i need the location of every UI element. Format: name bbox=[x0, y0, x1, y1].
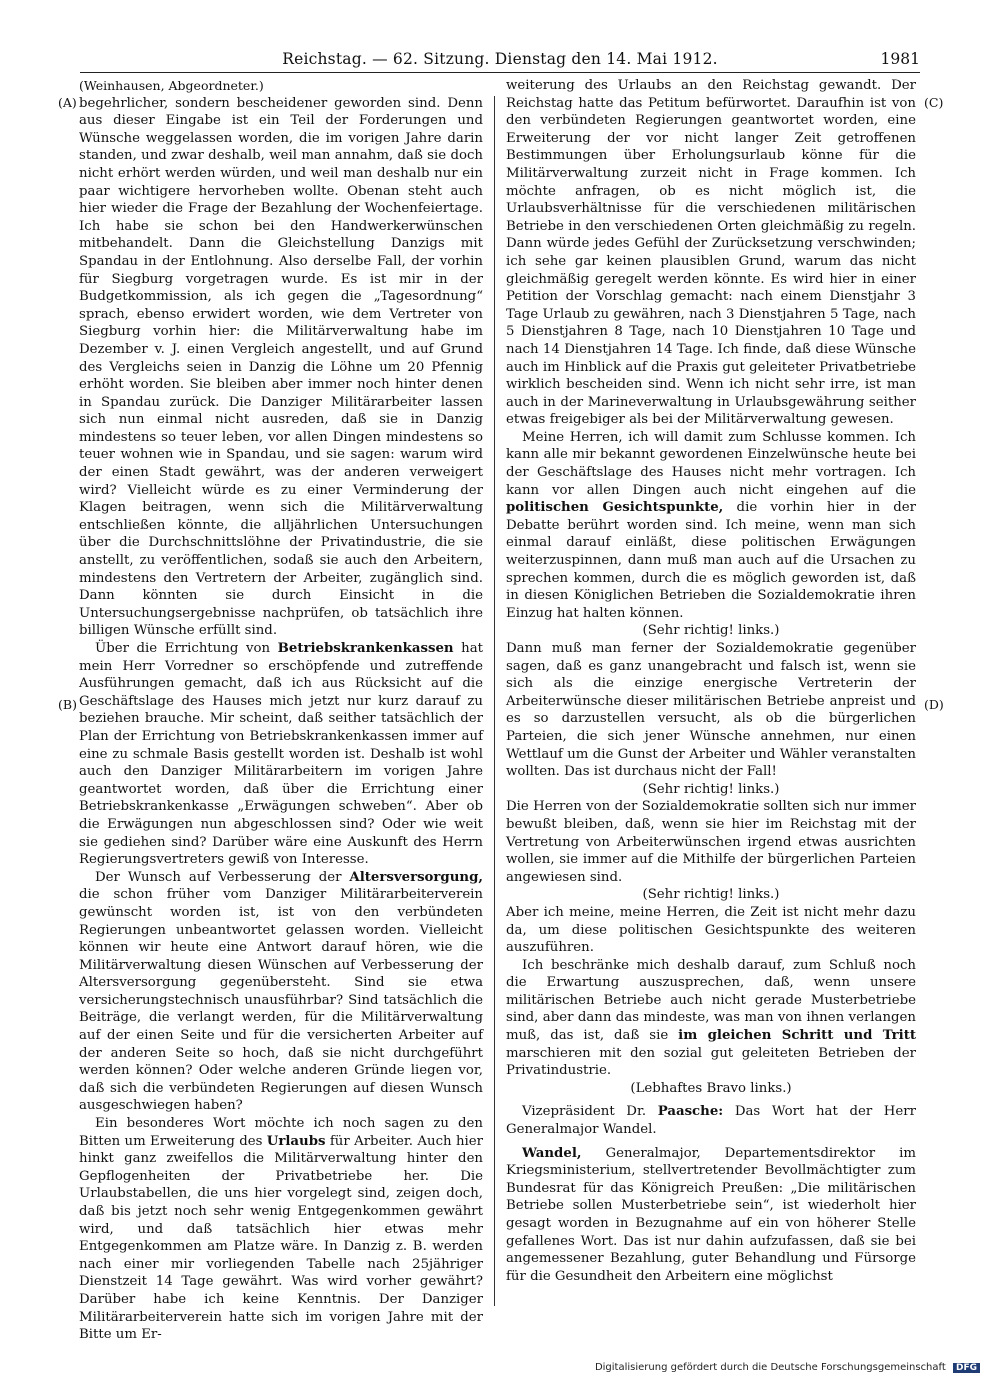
paragraph: Die Herren von der Sozialdemokratie sollten sich nur immer bewußt bleiben, daß, wenn sie hier im Reichstag mit der Vertretung von Arbeiterwünschen irgend etwas ausrichten wollen, sie immer auf die Mithilfe der bürgerlichen Parteien angewiesen sind. bbox=[506, 799, 916, 885]
paragraph: weiterung des Urlaubs an den Reichstag gewandt. Der Reichstag hatte das Petitum befürwortet. Daraufhin ist von den verbündeten Regierungen geantwortet worden, eine Erweiterung der vor nicht langer Zeit getroffenen Bestimmungen über Erholungsurlaub könne für die Militärverwaltung zurzeit nicht in Frage kommen. Ich möchte anfragen, ob es nicht möglich ist, die Urlaubsverhältnisse für die verschiedenen militärischen Betriebe in den verschiedenen Orten gleichmäßig zu regeln. Dann würde jedes Gefühl der Zurücksetzung verschwinden; ich sehe gar keinen plausiblen Grund, warum das nicht gleichmäßig geregelt werden könnte. Es wird hier in einer Petition der Vorschlag gemacht: nach einem Dienstjahr 3 Tage Urlaub zu gewähren, nach 3 Dienstjahren 5 Tage, nach 5 Dienstjahren 8 Tage, nach 10 Dienstjahren 10 Tage und nach 14 Dienstjahren 14 Tage. Ich finde, daß diese Wünsche auch im Hinblick auf die Praxis gut geleiteter Privatbetriebe wirklich bescheiden sind. Wenn ich nicht sehr irre, ist man auch in der Marineverwaltung in Urlaubsgewährung seither etwas freigebiger als bei der Militärverwaltung gewesen. bbox=[506, 78, 916, 428]
left-column bbox=[79, 77, 483, 1344]
paragraph bbox=[79, 640, 483, 869]
text-run: Über die Errichtung von bbox=[95, 641, 278, 656]
paragraph bbox=[79, 869, 483, 1115]
text-run: Meine Herren, ich will damit zum Schlusse kommen. Ich kann alle mir bekannt gewordenen Einzelwünsche heute bei der Geschäftslage des Hauses nicht mehr vortragen. Ich kann vor allen Dingen auch nicht eingehen auf die bbox=[506, 429, 916, 498]
paragraph bbox=[506, 1145, 916, 1286]
paragraph bbox=[506, 1103, 916, 1138]
emphasis: im gleichen Schritt und Tritt bbox=[678, 1028, 916, 1044]
dfg-logo: DFG bbox=[953, 1363, 980, 1373]
page-number: 1981 bbox=[880, 50, 920, 68]
text-run: für Arbeiter. Auch hier hinkt ganz zweifellos die Militärverwaltung hinter den Gepflogenheiten der Privatbetriebe her. Die Urlaubstabellen, die uns hier vorgelegt sind, zeigen doch, daß bis jetzt noch sehr wenig Entgegenkommen gewährt wird, und daß tatsächlich hier etwas mehr Entgegenkommen am Platze wäre. In Danzig z. B. werden nach einer mir vorliegenden Tabelle nach 25jähriger Dienstzeit 14 Tage gewährt. Was wird vorher gewährt? Darüber habe ich keine Kenntnis. Der Danziger Militärarbeiterverein hatte sich im vorigen Jahre mit der Bitte um Er- bbox=[79, 1133, 483, 1343]
funding-note: Digitalisierung gefördert durch die Deutsche Forschungsgemeinschaft bbox=[594, 1362, 946, 1373]
emphasis: Urlaubs bbox=[266, 1133, 326, 1149]
text-run: Generalmajor, Departementsdirektor im Kriegsministerium, stellvertretender Bevollmächtigter zum Bundesrat für das Königreich Preußen: „Die militärischen Betriebe sollen Musterbetriebe sein“, ist wiederholt hier gesagt worden in Bezugnahme auf ein von höherer Stelle gefallenes Wort. Das ist nur dahin aufzufassen, daß sie bei angemessener Bezahlung, guter Behandlung und Fürsorge für die Gesundheit den Arbeitern eine möglichst bbox=[506, 1145, 916, 1284]
emphasis: politischen Gesichtspunkte, bbox=[506, 500, 724, 516]
right-column bbox=[506, 77, 916, 1285]
funding-footer bbox=[595, 1362, 980, 1373]
text-run: hat mein Herr Vorredner so erschöpfende und zutreffende Ausführungen gemacht, daß ich aus Rücksicht auf die Geschäftslage des Hauses mich jetzt nur kurz darauf zu beziehen brauche. Mir scheint, daß seither tatsächlich der Plan der Errichtung von Betriebskrankenkassen immer auf eine zu schmale Basis gestellt worden ist. Deshalb ist wohl auch den Danziger Militärarbeitern im vorigen Jahre geantwortet worden, daß über die Errichtung einer Betriebskrankenkasse „Erwägungen schweben“. Aber ob die Erwägungen nun abgeschlossen sind? Oder wie weit sie gediehen sind? Darüber wäre eine Auskunft des Herrn Regierungsvertreters gewiß von Interesse. bbox=[79, 641, 483, 868]
speaker-name: Wandel, bbox=[522, 1145, 582, 1161]
paragraph: Dann muß man ferner der Sozialdemokratie gegenüber sagen, daß es ganz unangebracht und falsch ist, wenn sie sich als die einzige energische Vertreterin der Arbeiterwünsche dieser militärischen Betriebe anpreist und es so darzustellen versucht, als ob die bürgerlichen Parteien, die sich jener Wünsche annehmen, nur einen Wettlauf um die Gunst der Arbeiter und Wähler veranstalten wollten. Das ist durchaus nicht der Fall! bbox=[506, 641, 916, 780]
emphasis: Betriebskrankenkassen bbox=[277, 641, 454, 656]
text-run: Der Wunsch auf Verbesserung der bbox=[95, 869, 350, 885]
text-run: Das Wort hat der Herr Generalmajor Wandel. bbox=[506, 1104, 916, 1138]
paragraph bbox=[506, 429, 916, 623]
page-header bbox=[80, 50, 920, 73]
speaker-tag: (Weinhausen, Abgeordneter.) bbox=[79, 78, 264, 93]
emphasis: Altersversorgung, bbox=[349, 869, 483, 885]
text-run: die schon früher vom Danziger Militärarbeiterverein gewünscht worden ist, ist von den verbündeten Regierungen unbeantwortet gelassen worden. Vielleicht können wir heute eine Antwort darauf hören, wie die Militärverwaltung diesen Wünschen auf Verbesserung der Altersversorgung gegenübersteht. Sind sie etwa versicherungstechnisch unausführbar? Sind tatsächlich die Beiträge, die verlangt werden, für die Militärverwaltung auf der einen Seite und für die versicherten Arbeiter auf der anderen Seite so hoch, daß sie nicht durchgeführt werden können? Oder welche anderen Gründe liegen vor, daß sich die verbündeten Regierungen auf diesen Wunsch ausgeschwiegen haben? bbox=[79, 887, 483, 1114]
text-run: Ich beschränke mich deshalb darauf, zum Schluß noch die Erwartung auszusprechen, daß, wenn unsere militärischen Betriebe auch nicht gerade Musterbetriebe sind, aber dann das mindeste, was man von ihnen verlangen muß, das ist, daß sie bbox=[506, 957, 916, 1044]
text-run: die vorhin hier in der Debatte berührt worden sind. Ich meine, wenn man sich einmal darauf einläßt, diese politischen Erwägungen weiterzuspinnen, dann muß man auch auf die Ursachen zu sprechen kommen, durch die es möglich geworden ist, daß in diesen Königlichen Betrieben die Sozialdemokratie ihren Einzug hat halten können. bbox=[506, 500, 916, 621]
interjection: (Sehr richtig! links.) bbox=[642, 623, 780, 639]
interjection: (Sehr richtig! links.) bbox=[642, 887, 780, 903]
running-title: Reichstag. — 62. Sitzung. Dienstag den 14. Mai 1912. bbox=[282, 50, 718, 68]
speaker-name: Paasche: bbox=[657, 1104, 724, 1120]
paragraph: begehrlicher, sondern bescheidener geworden sind. Denn aus dieser Eingabe ist ein Teil der Forderungen und Wünsche weggelassen worden, die im vorigen Jahre darin standen, und zwar deshalb, weil man annahm, daß sie doch nicht erhört werden würden, und weil man deshalb nur ein paar wichtigere hervorheben wollte. Obenan steht auch hier wieder die Frage der Bezahlung der Wochenfeiertage. Ich habe sie schon bei den Handwerkerwünschen mitbehandelt. Dann die Gleichstellung Danzigs mit Spandau in der Entlohnung. Also derselbe Fall, der vorhin für Siegburg vorgetragen wurde. Es ist mir in der Budgetkommission, als ich gegen die „Tagesordnung“ sprach, ebenso erwidert worden, wie dem Vertreter von Siegburg vorhin hier: die Militärverwaltung habe im Dezember v. J. einen Vergleich angestellt, und auf Grund des Vergleichs seien in Danzig die Löhne um 20 Pfennig erhöht worden. Sie bleiben aber immer noch hinter denen in Spandau zurück. Die Danziger Militärarbeiter lassen sich nun einmal nicht ausreden, daß sie in Danzig mindestens so teuer leben, vor allen Dingen mindestens so teuer wohnen wie in Spandau, und sie sagen: warum wird der einen Stadt gewährt, was der anderen verweigert wird? Vielleicht würde es zu einer Verminderung der Klagen beitragen, wenn sich die Militärverwaltung entschließen könnte, die alljährlichen Untersuchungen über die Durchschnittslöhne der Privatindustrie, die sie anstellt, zu veröffentlichen, sodaß sie auch den Arbeitern, mindestens den Vertretern der Arbeiter, zugänglich sind. Dann könnten sie durch Einsicht in die Untersuchungsergebnisse nachprüfen, ob tatsächlich ihre billigen Wünsche erfüllt sind. bbox=[79, 95, 483, 639]
margin-mark-c: (C) bbox=[924, 95, 944, 110]
column-divider bbox=[494, 96, 495, 1306]
text-run: marschieren mit den sozial gut geleiteten Betrieben der Privatindustrie. bbox=[506, 1045, 916, 1079]
paragraph: Aber ich meine, meine Herren, die Zeit ist nicht mehr dazu da, um diese politischen Gesichtspunkte des weiteren auszuführen. bbox=[506, 904, 916, 956]
margin-mark-b: (B) bbox=[58, 697, 77, 712]
margin-mark-d: (D) bbox=[924, 697, 944, 712]
interjection: (Lebhaftes Bravo links.) bbox=[630, 1080, 792, 1096]
margin-mark-a: (A) bbox=[58, 95, 77, 110]
interjection: (Sehr richtig! links.) bbox=[642, 781, 780, 797]
paragraph bbox=[506, 957, 916, 1080]
paragraph bbox=[79, 1115, 483, 1344]
text-run: Vizepräsident Dr. bbox=[522, 1104, 658, 1120]
text-run: Ein besonderes Wort möchte ich noch sagen zu den Bitten um Erweiterung des bbox=[79, 1116, 483, 1149]
